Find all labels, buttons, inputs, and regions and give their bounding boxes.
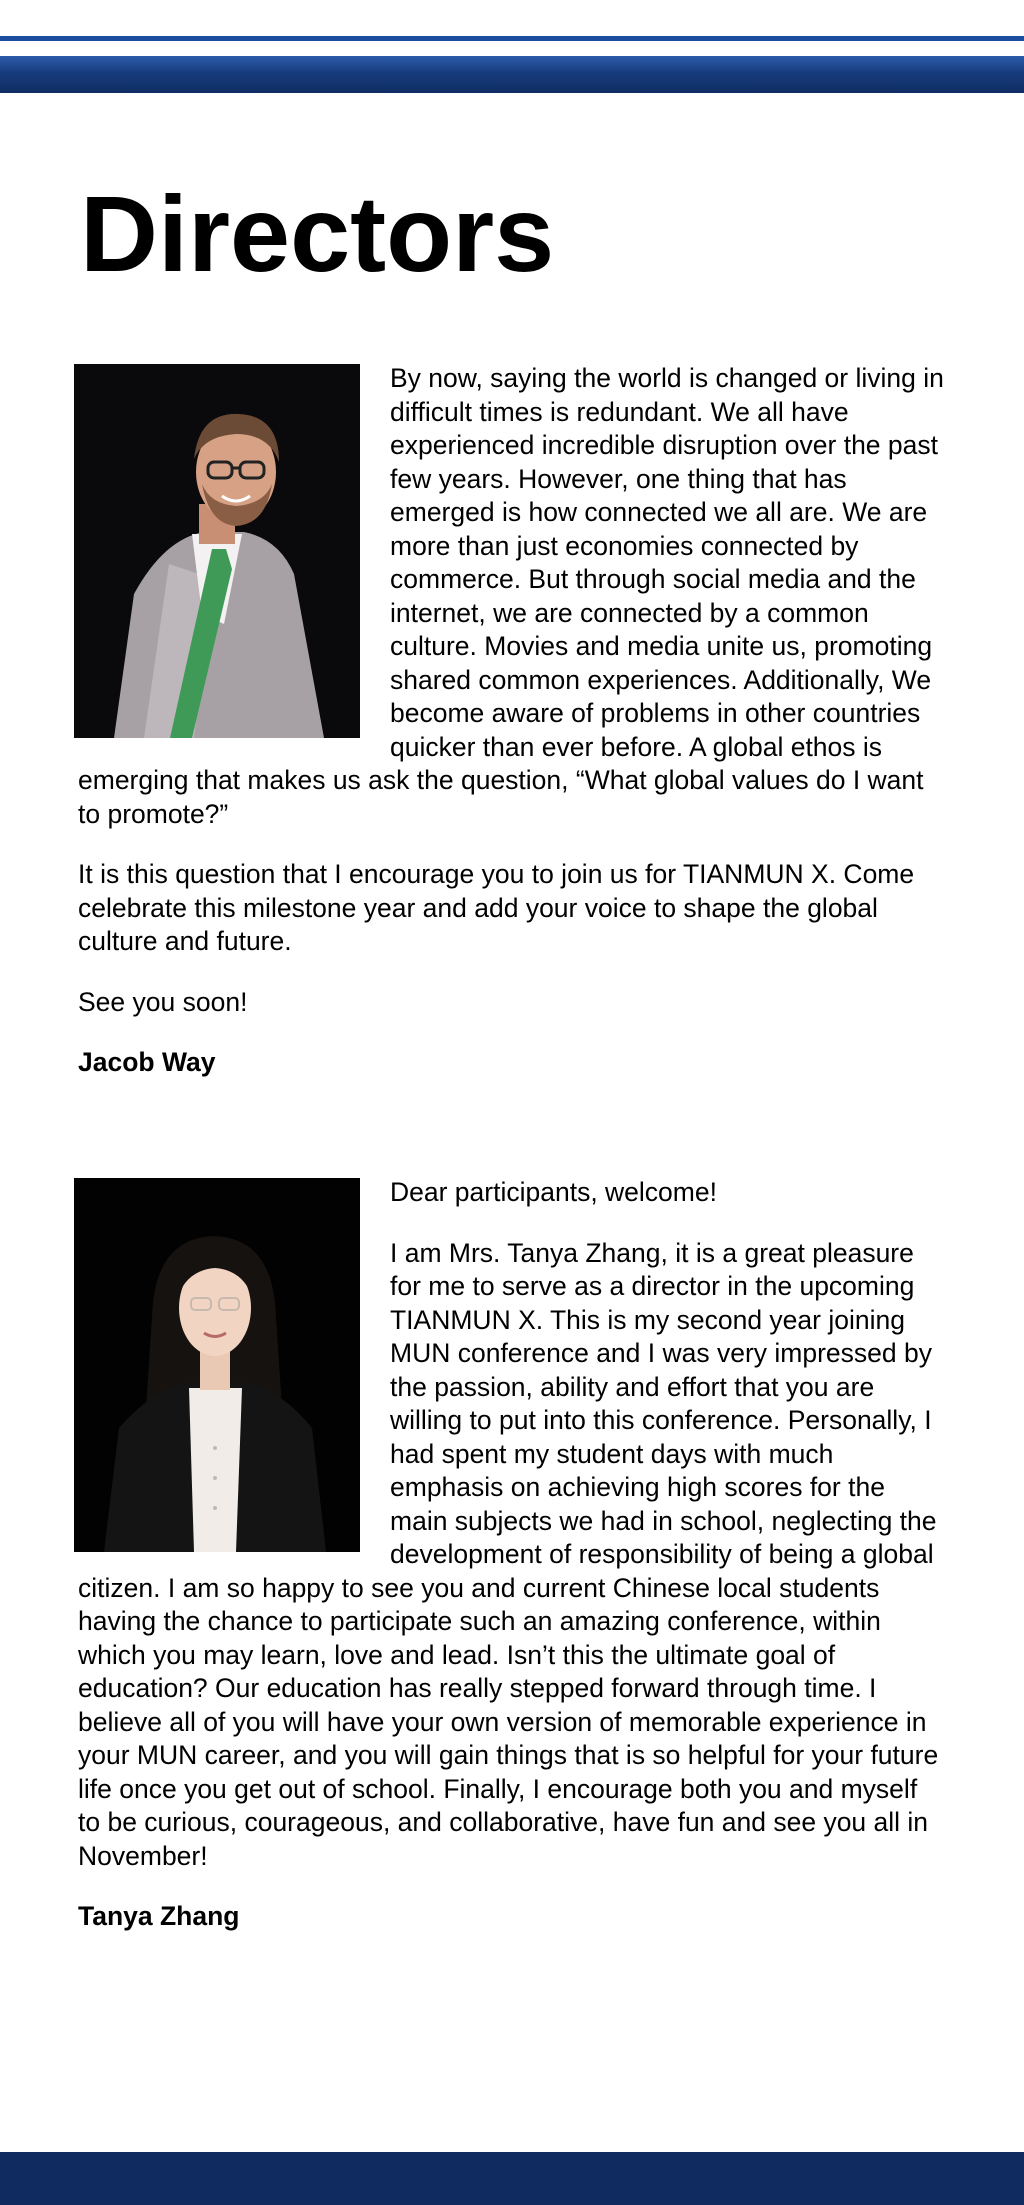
director-section-jacob	[74, 362, 944, 1107]
page-title: Directors	[80, 173, 555, 294]
letter-paragraph: It is this question that I encourage you to join us for TIANMUN X. Come celebrate this milestone year and add your voice to shape the global culture and future.	[78, 859, 915, 956]
signature: Tanya Zhang	[78, 1901, 240, 1931]
signature: Jacob Way	[78, 1047, 216, 1077]
letter-paragraph: I am Mrs. Tanya Zhang, it is a great pleasure for me to serve as a director in the upcoming TIANMUN X. This is my second year joining MUN conference and I was very impressed by the passion, ability and effort that you are willing to put into this conference. Personally, I had spent my student days with much emphasis on achieving high scores for the main subjects we had in school, neglecting the development of responsibility of being a global citizen. I am so happy to see you and current Chinese local students having the chance to participate such an amazing conference, within which you may learn, love and lead. Isn’t this the ultimate goal of education? Our education has really stepped forward through time. I believe all of you will have your own version of memorable experience in your MUN career, and you will gain things that is so helpful for your future life once you get out of school. Finally, I encourage both you and myself to be curious, courageous, and collaborative, have fun and see you all in November!	[78, 1237, 939, 1871]
top-accent-line	[0, 36, 1024, 41]
director-section-tanya	[74, 1176, 944, 1961]
letter-paragraph: See you soon!	[78, 986, 248, 1017]
man-portrait-photo	[74, 364, 360, 738]
letter-paragraph: By now, saying the world is changed or living in difficult times is redundant. We all have experienced incredible disruption over the past few years. However, one thing that has emerged is how connected we all are. We are more than just economies connected by commerce. But through social media and the internet, we are connected by a common culture. Movies and media unite us, promoting shared common experiences. Additionally, We become aware of problems in other countries quicker than ever before. A global ethos is emerging that makes us ask the question, “What global values do I want to promote?”	[78, 363, 944, 829]
top-banner-bar	[0, 56, 1024, 93]
woman-portrait-photo	[74, 1178, 360, 1552]
letter-paragraph: Dear participants, welcome!	[390, 1177, 717, 1207]
bottom-banner-bar	[0, 2152, 1024, 2205]
